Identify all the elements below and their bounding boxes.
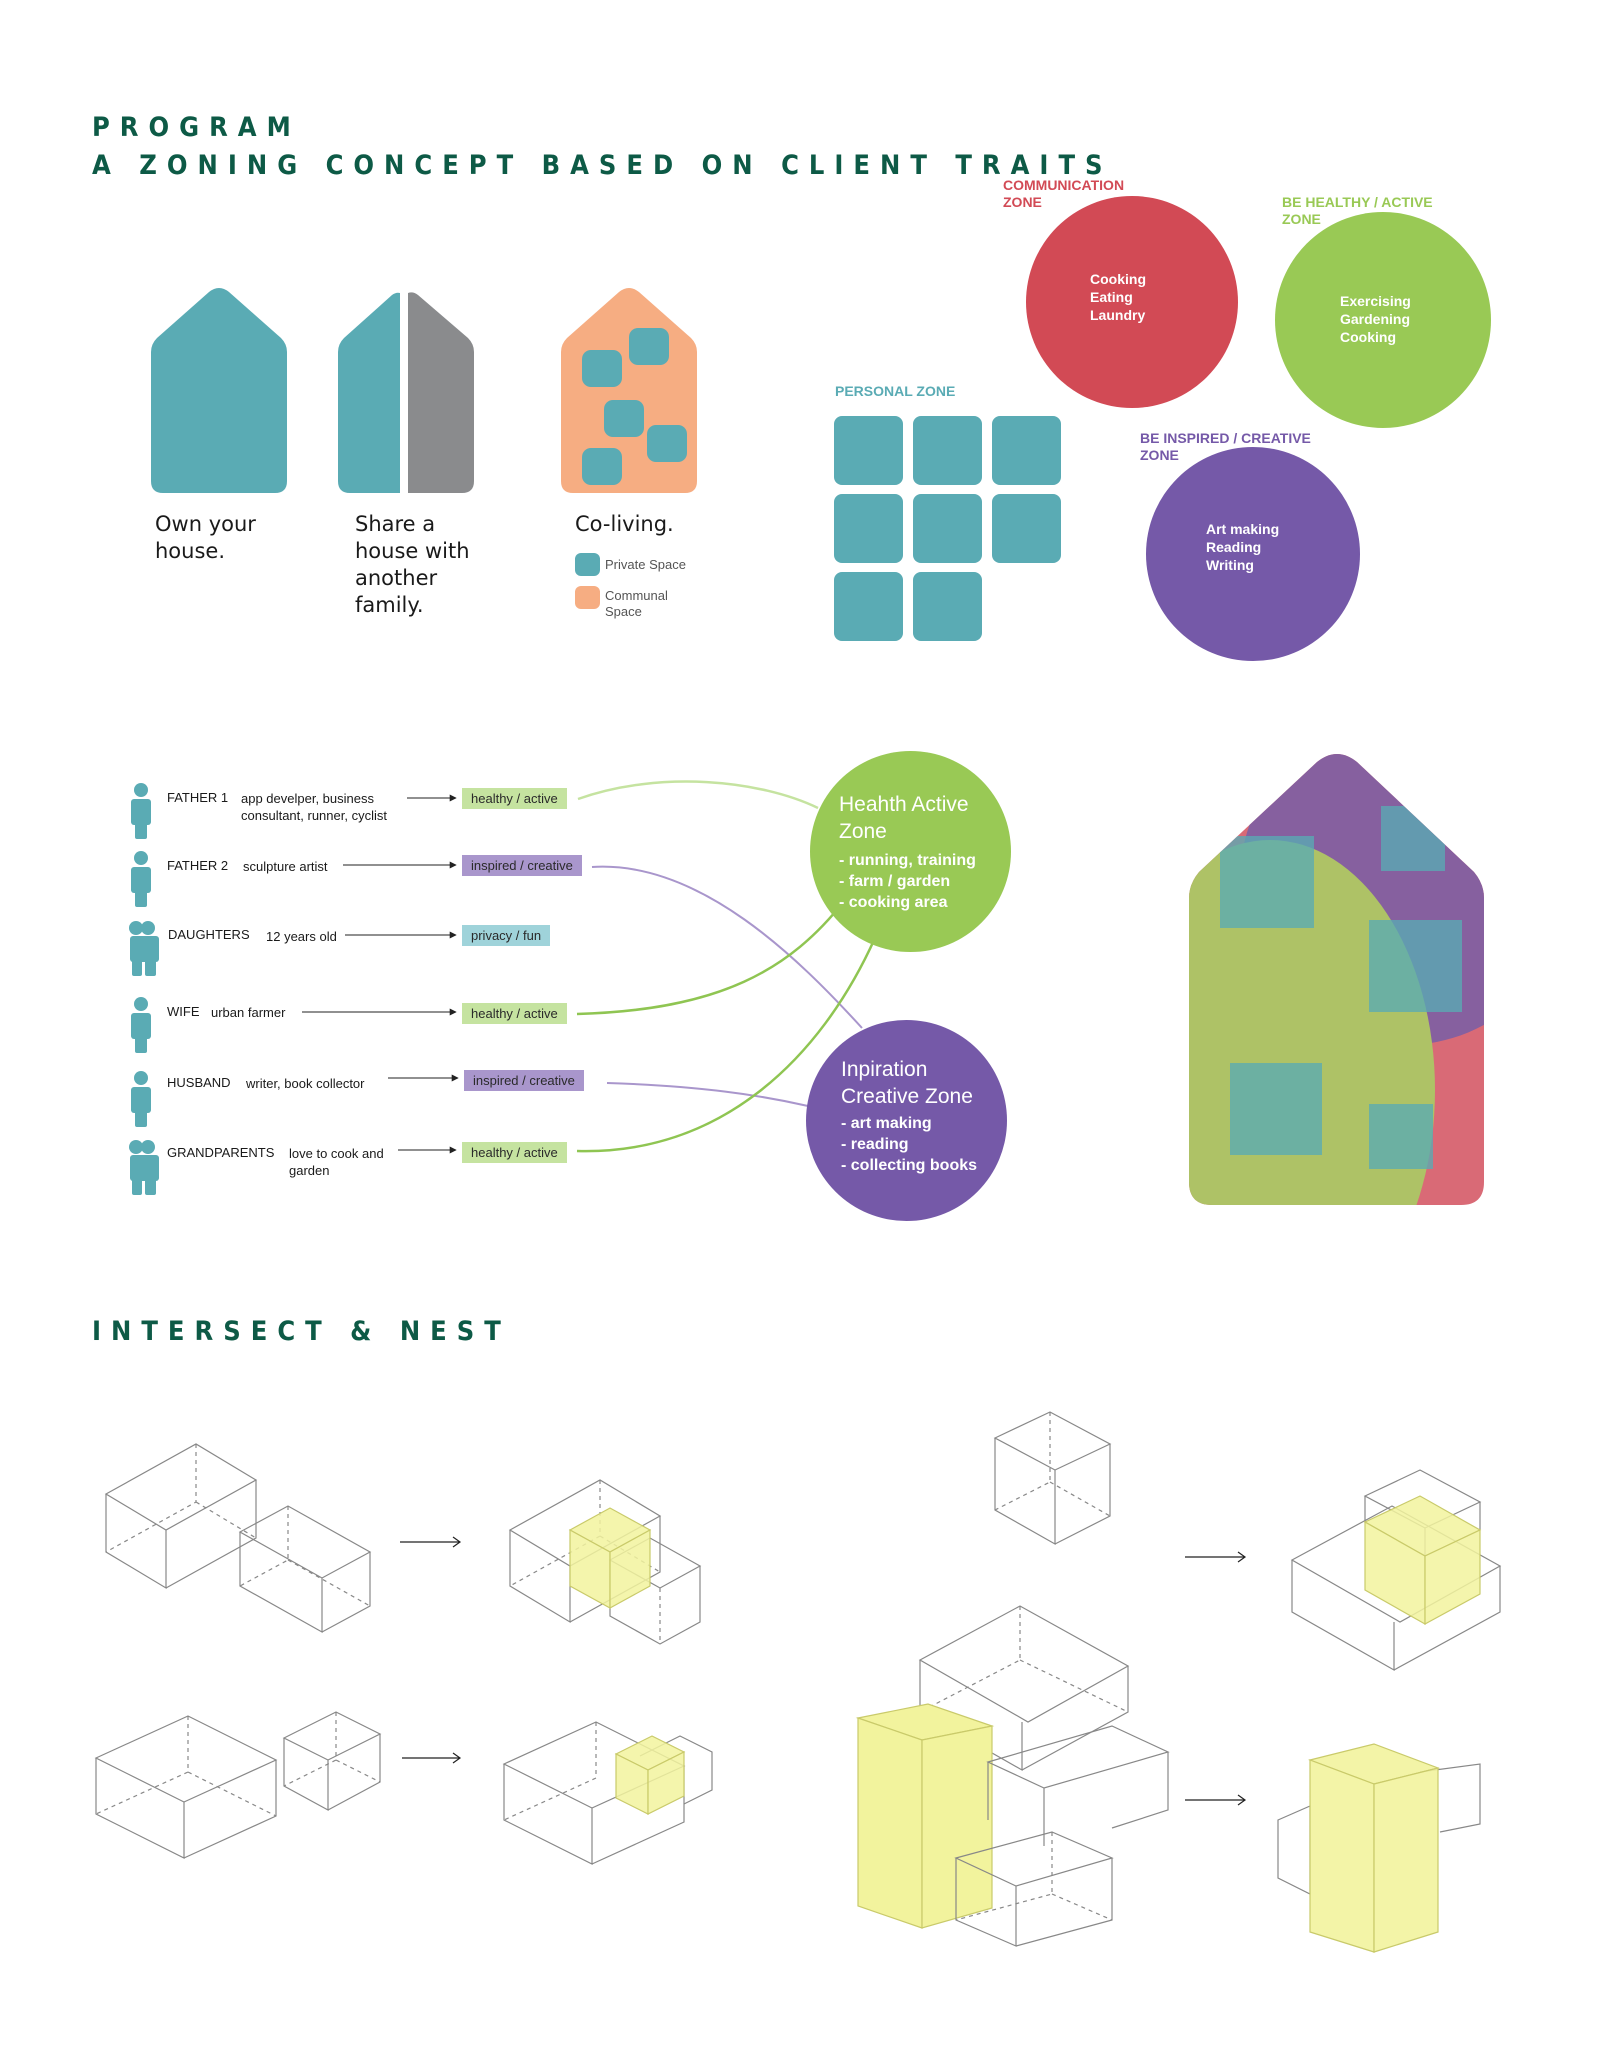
house-label-coliving: Co-living.: [575, 512, 674, 536]
healthy-zone-items: Exercising Gardening Cooking: [1340, 293, 1411, 345]
shared-house-left-icon: [338, 293, 400, 493]
member-desc: love to cook and garden: [289, 1146, 384, 1178]
member-name: FATHER 1: [167, 790, 229, 805]
legend-communal-swatch: [575, 586, 600, 609]
member-name: DAUGHTERS: [168, 927, 250, 942]
person-icon: [131, 997, 151, 1053]
trait-tag-healthy: healthy / active: [462, 1142, 567, 1163]
person-icon: [131, 851, 151, 907]
creative-zone-items: - art making - reading - collecting books: [841, 1115, 978, 1174]
arrow-line: [1185, 1795, 1245, 1805]
private-space-block: [1369, 920, 1462, 1012]
trait-tag-privacy: privacy / fun: [462, 925, 550, 946]
personal-zone-grid: [834, 416, 1064, 644]
trait-tag-healthy: healthy / active: [462, 1003, 567, 1024]
intersect-heading: INTERSECT & NEST: [92, 1316, 511, 1347]
private-space-block: [647, 425, 687, 462]
own-house-icon: [151, 288, 287, 493]
connector-curve: [578, 782, 818, 808]
program-subtitle: A ZONING CONCEPT BASED ON CLIENT TRAITS: [92, 150, 1113, 181]
member-desc: 12 years old: [266, 929, 337, 944]
private-space-block: [1381, 806, 1445, 871]
person-pair-icon: [129, 921, 159, 976]
house-label-share: Share a house with another family.: [355, 512, 470, 617]
healthy-zone-title: BE HEALTHY / ACTIVE ZONE: [1282, 194, 1433, 227]
program-heading: PROGRAM: [92, 112, 301, 143]
arrow-line: [402, 1753, 460, 1763]
creative-zone-title: Inpiration Creative Zone: [841, 1058, 973, 1108]
arrow-line: [400, 1537, 460, 1547]
member-desc: urban farmer: [211, 1005, 286, 1020]
nested-tall-volume: [1310, 1744, 1438, 1952]
trait-tag-healthy: healthy / active: [462, 788, 567, 809]
health-active-zone-title: Heahth Active Zone: [839, 793, 969, 843]
slab-and-small-box: [96, 1712, 380, 1858]
member-name: FATHER 2: [167, 858, 229, 873]
personal-block: [913, 416, 982, 485]
zoned-house-graphic: [1185, 750, 1500, 1210]
personal-block: [913, 572, 982, 641]
private-space-block: [1230, 1063, 1322, 1155]
personal-zone-title: PERSONAL ZONE: [835, 383, 956, 399]
communication-zone-title: COMMUNICATION ZONE: [1003, 177, 1125, 210]
member-name: HUSBAND: [167, 1075, 231, 1090]
trait-tag-inspired: inspired / creative: [462, 855, 582, 876]
trait-tag-inspired: inspired / creative: [464, 1070, 584, 1091]
private-space-block: [604, 400, 644, 437]
coliving-house-icon: [561, 288, 697, 493]
member-name: GRANDPARENTS: [167, 1145, 275, 1160]
personal-block: [834, 572, 903, 641]
house-label-own: Own your house.: [155, 512, 256, 563]
personal-block: [834, 494, 903, 563]
member-desc: sculpture artist: [243, 859, 328, 874]
person-icon: [131, 1071, 151, 1127]
private-space-block: [582, 448, 622, 485]
legend-communal-label: Communal Space: [605, 588, 668, 619]
intersection-volume: [570, 1508, 650, 1608]
legend-private-swatch: [575, 553, 600, 576]
private-space-block: [1369, 1104, 1433, 1169]
intersect-nest-diagrams: [0, 1400, 1600, 1960]
private-space-block: [629, 328, 669, 365]
tall-volume-and-boxes: [858, 1704, 1168, 1946]
person-pair-icon: [129, 1140, 159, 1195]
personal-block: [992, 416, 1061, 485]
connector-curve: [577, 900, 845, 1014]
legend-private-label: Private Space: [605, 557, 686, 572]
shared-house-right-icon: [408, 292, 474, 493]
personal-block: [992, 494, 1061, 563]
arrow-line: [1185, 1552, 1245, 1562]
person-icon: [131, 783, 151, 839]
member-desc: app develper, business consultant, runner, cyclist: [241, 791, 387, 823]
nested-volume: [1365, 1496, 1480, 1624]
communication-zone-items: Cooking Eating Laundry: [1090, 271, 1146, 323]
embedded-volume: [616, 1736, 684, 1814]
personal-block: [834, 416, 903, 485]
inspired-zone-title: BE INSPIRED / CREATIVE ZONE: [1140, 430, 1311, 463]
member-name: WIFE: [167, 1004, 200, 1019]
health-active-zone-items: - running, training - farm / garden - cooking area: [839, 852, 976, 911]
personal-block: [913, 494, 982, 563]
box-pair-overlap: [106, 1444, 370, 1632]
connector-curve: [607, 1083, 808, 1106]
private-space-block: [1220, 836, 1314, 928]
private-space-block: [582, 350, 622, 387]
inspired-zone-items: Art making Reading Writing: [1206, 521, 1280, 573]
member-desc: writer, book collector: [246, 1076, 365, 1091]
